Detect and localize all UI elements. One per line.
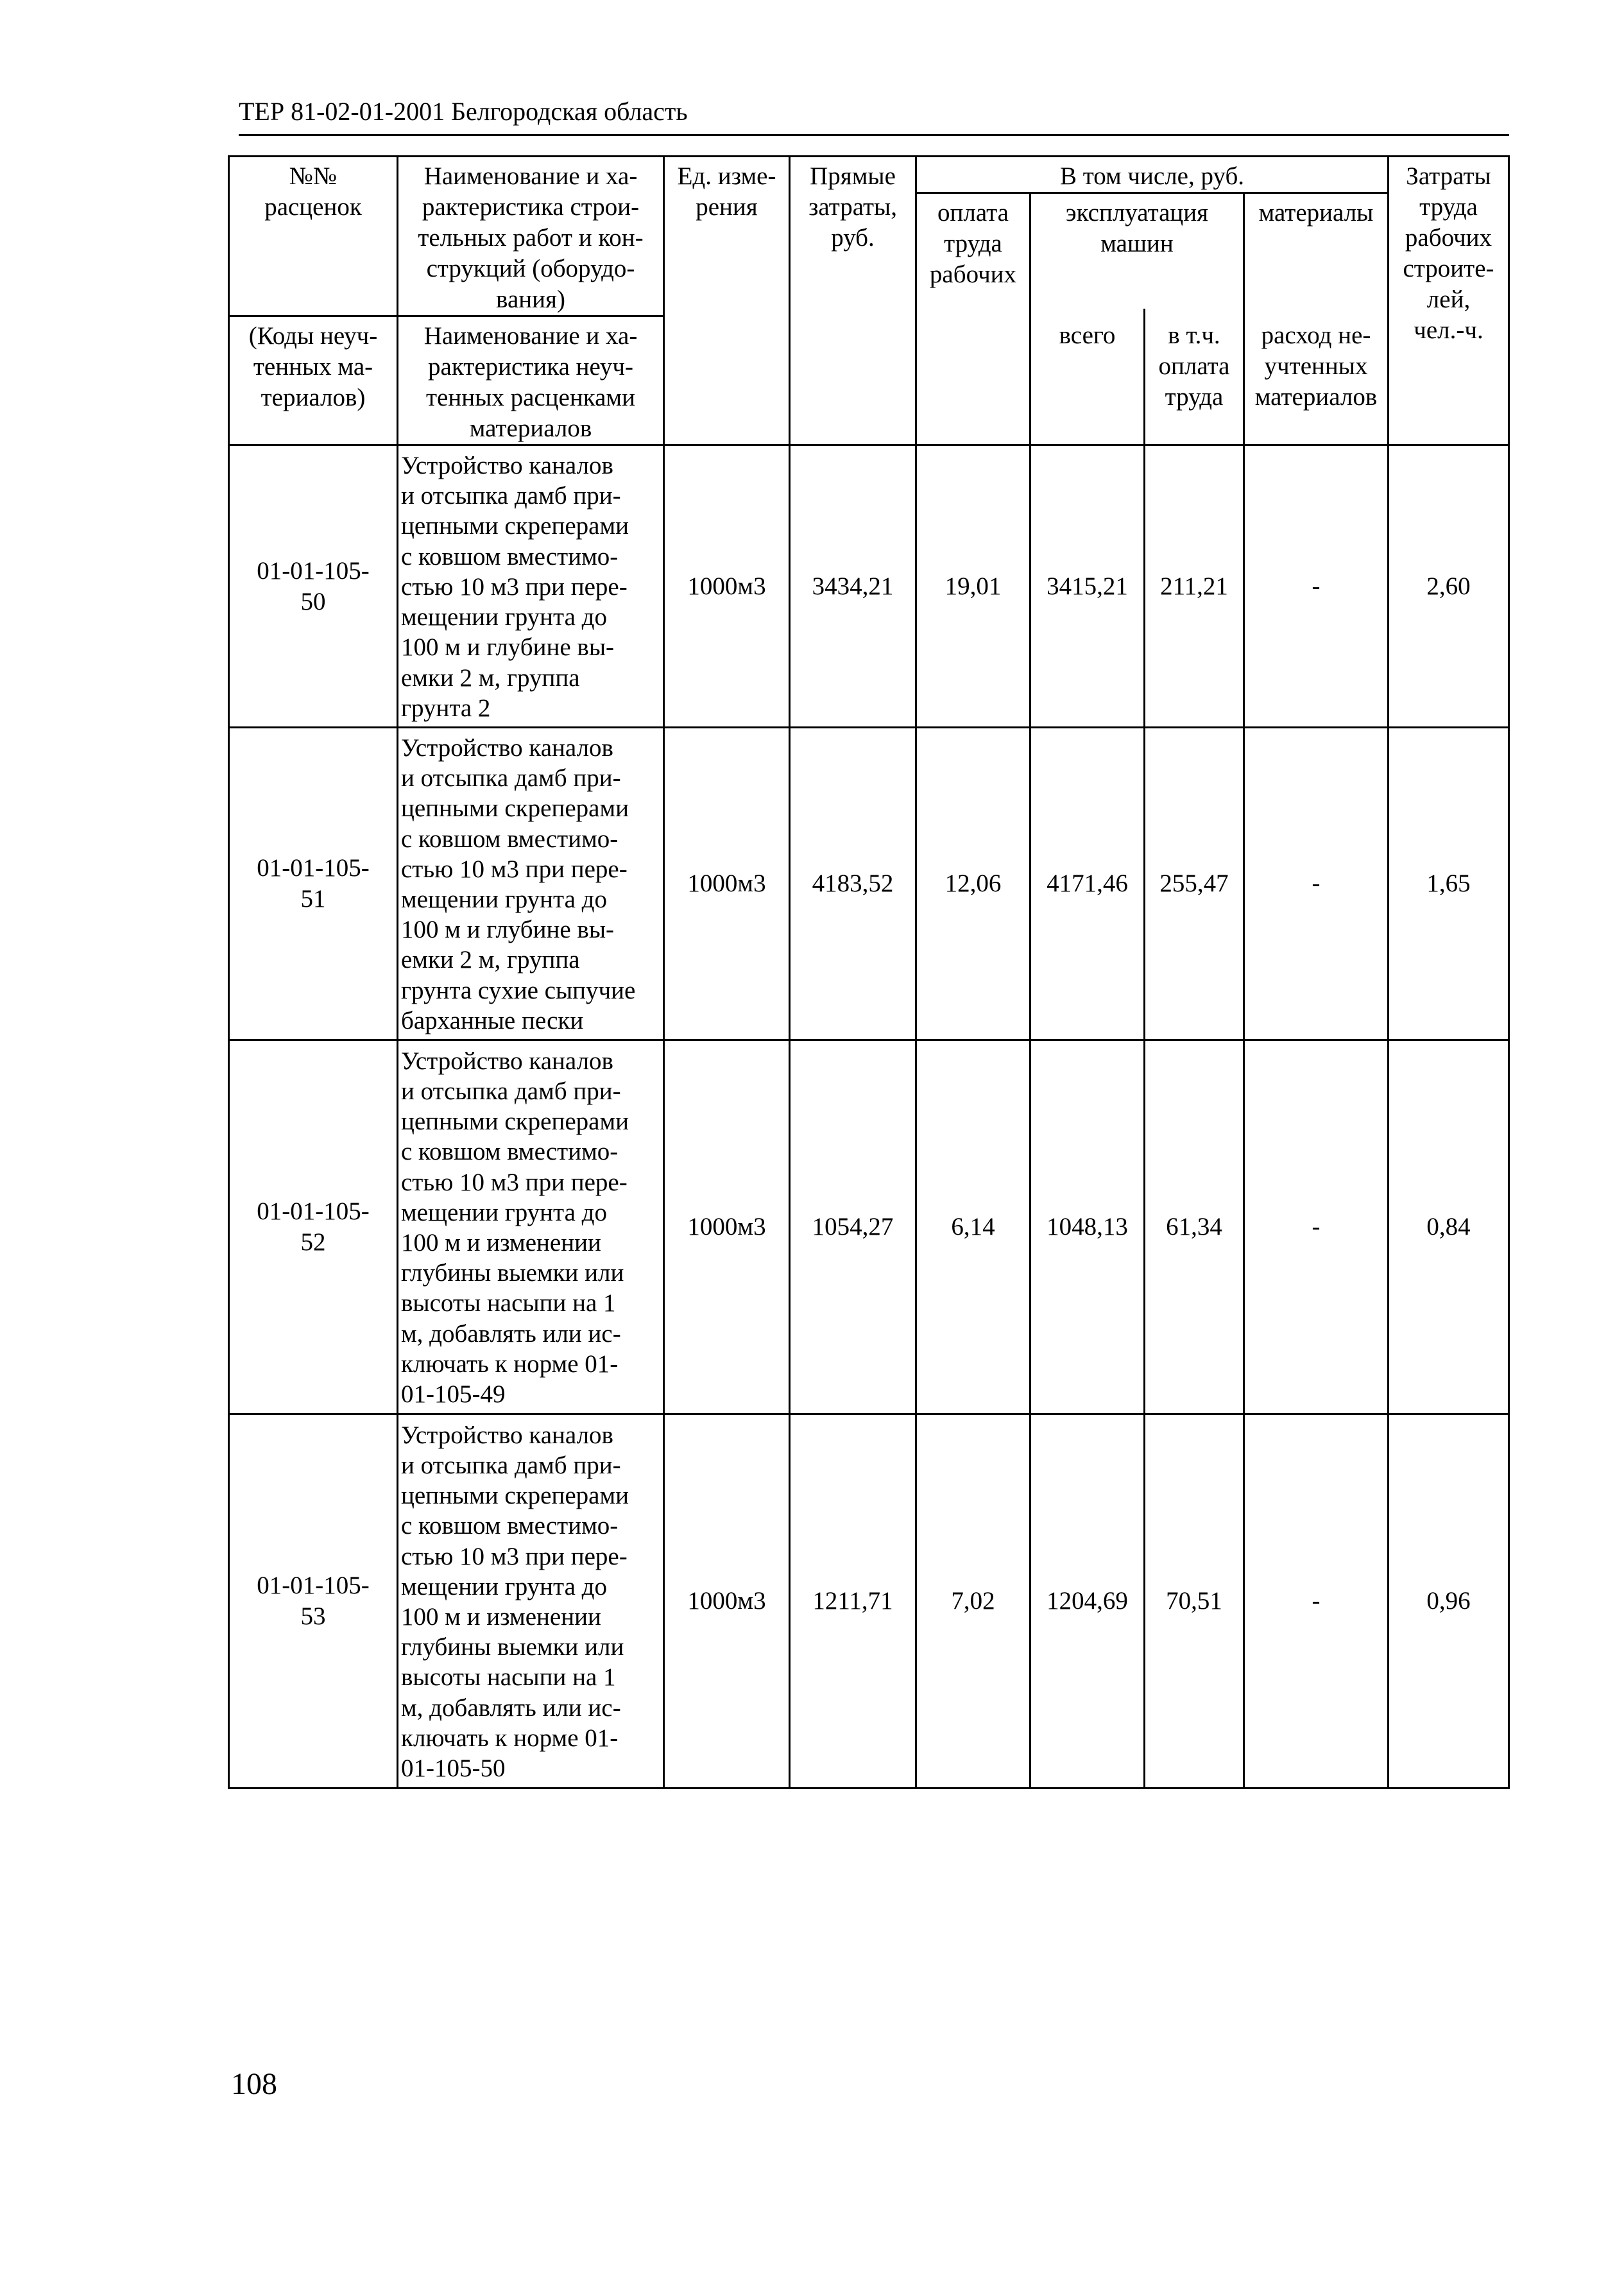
table-row bbox=[229, 445, 1509, 728]
page-number: 108 bbox=[231, 2067, 277, 2101]
row-name: Устройство каналов и отсыпка дамб при- цепными скреперами с ковшом вместимо- стью 10 м3 при пере- мещении грунта до 100 м и глубине вы- емки 2 м, группа грунта 2 bbox=[398, 445, 664, 728]
header-materials-spacer bbox=[1244, 309, 1389, 316]
row-machines-total: 4171,46 bbox=[1030, 728, 1145, 1040]
header-labor-pay: оплата труда рабочих bbox=[916, 193, 1030, 445]
table-row bbox=[229, 1414, 1509, 1788]
header-unit: Ед. изме- рения bbox=[664, 157, 790, 445]
row-code: 01-01-105- 50 bbox=[229, 445, 398, 728]
row-labor-hours: 0,96 bbox=[1389, 1414, 1509, 1788]
header-materials: материалы bbox=[1244, 193, 1389, 309]
row-code: 01-01-105- 52 bbox=[229, 1040, 398, 1414]
row-machines-total: 1204,69 bbox=[1030, 1414, 1145, 1788]
row-labor-pay: 12,06 bbox=[916, 728, 1030, 1040]
header-code-uncounted: (Коды неуч- тенных ма- териалов) bbox=[229, 316, 398, 445]
header-labor-hours: Затраты труда рабочих строите- лей, чел.-ч. bbox=[1389, 157, 1509, 445]
row-unit: 1000м3 bbox=[664, 728, 790, 1040]
row-materials: - bbox=[1244, 445, 1389, 728]
row-materials: - bbox=[1244, 728, 1389, 1040]
header-machines-pay: в т.ч. оплата труда bbox=[1145, 316, 1244, 445]
row-direct-costs: 1054,27 bbox=[790, 1040, 916, 1414]
header-name-uncounted: Наименование и ха- рактеристика неуч- тенных расценками материалов bbox=[398, 316, 664, 445]
row-name: Устройство каналов и отсыпка дамб при- цепными скреперами с ковшом вместимо- стью 10 м3 при пере- мещении грунта до 100 м и глубине вы- емки 2 м, группа грунта сухие сыпучие барханные пески bbox=[398, 728, 664, 1040]
header-code: №№ расценок bbox=[229, 157, 398, 316]
header-rule bbox=[239, 134, 1509, 136]
row-materials: - bbox=[1244, 1414, 1389, 1788]
row-machines-pay: 61,34 bbox=[1145, 1040, 1244, 1414]
row-labor-pay: 6,14 bbox=[916, 1040, 1030, 1414]
table-row bbox=[229, 728, 1509, 1040]
row-machines-pay: 211,21 bbox=[1145, 445, 1244, 728]
header-name: Наименование и ха- рактеристика строи- тельных работ и кон- струкций (оборудо- вания) bbox=[398, 157, 664, 316]
row-code: 01-01-105- 51 bbox=[229, 728, 398, 1040]
table-row bbox=[229, 1040, 1509, 1414]
row-direct-costs: 4183,52 bbox=[790, 728, 916, 1040]
header-machines-total-spacer bbox=[1030, 309, 1145, 316]
row-labor-pay: 19,01 bbox=[916, 445, 1030, 728]
row-machines-pay: 255,47 bbox=[1145, 728, 1244, 1040]
row-unit: 1000м3 bbox=[664, 445, 790, 728]
row-labor-hours: 0,84 bbox=[1389, 1040, 1509, 1414]
header-machines-total: всего bbox=[1030, 316, 1145, 445]
row-direct-costs: 3434,21 bbox=[790, 445, 916, 728]
header-machines-pay-spacer bbox=[1145, 309, 1244, 316]
rates-table bbox=[228, 155, 1510, 1789]
row-unit: 1000м3 bbox=[664, 1040, 790, 1414]
row-machines-total: 3415,21 bbox=[1030, 445, 1145, 728]
row-direct-costs: 1211,71 bbox=[790, 1414, 916, 1788]
header-including: В том числе, руб. bbox=[916, 157, 1389, 193]
row-labor-pay: 7,02 bbox=[916, 1414, 1030, 1788]
row-name: Устройство каналов и отсыпка дамб при- цепными скреперами с ковшом вместимо- стью 10 м3 при пере- мещении грунта до 100 м и изменении глубины выемки или высоты насыпи на 1 м, добавлять или ис- ключать к норме 01- 01-105-50 bbox=[398, 1414, 664, 1788]
row-materials: - bbox=[1244, 1040, 1389, 1414]
row-unit: 1000м3 bbox=[664, 1414, 790, 1788]
header-machines: эксплуатация машин bbox=[1030, 193, 1244, 309]
row-code: 01-01-105- 53 bbox=[229, 1414, 398, 1788]
header-direct-costs: Прямые затраты, руб. bbox=[790, 157, 916, 445]
document-header: ТЕР 81-02-01-2001 Белгородская область bbox=[239, 97, 688, 126]
row-labor-hours: 1,65 bbox=[1389, 728, 1509, 1040]
header-materials-extra: расход не- учтенных материалов bbox=[1244, 316, 1389, 445]
row-machines-pay: 70,51 bbox=[1145, 1414, 1244, 1788]
row-machines-total: 1048,13 bbox=[1030, 1040, 1145, 1414]
row-name: Устройство каналов и отсыпка дамб при- цепными скреперами с ковшом вместимо- стью 10 м3 при пере- мещении грунта до 100 м и изменении глубины выемки или высоты насыпи на 1 м, добавлять или ис- ключать к норме 01- 01-105-49 bbox=[398, 1040, 664, 1414]
row-labor-hours: 2,60 bbox=[1389, 445, 1509, 728]
